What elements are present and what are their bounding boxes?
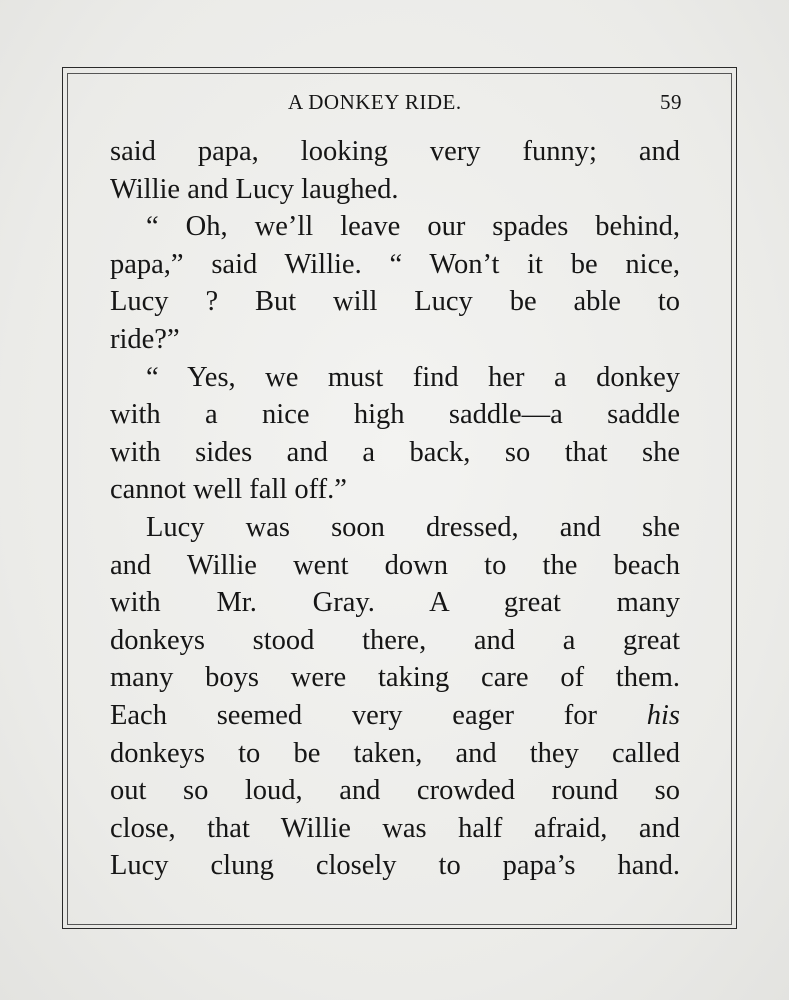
chapter-title: A DONKEY RIDE. — [288, 90, 462, 114]
text-line: ride?” — [110, 323, 180, 355]
text-line: out so loud, and crowded round so — [110, 775, 680, 807]
text-line: with sides and a back, so that she — [110, 436, 680, 468]
italic-word: his — [646, 699, 680, 731]
text-line: with a nice high saddle—a saddle — [110, 399, 680, 431]
text-line: “ Oh, we’ll leave our spades behind, — [146, 211, 680, 243]
text-line — [110, 697, 680, 735]
text-line: and Willie went down to the beach — [110, 549, 680, 581]
text-line: donkeys to be taken, and they called — [110, 737, 680, 769]
text-line: many boys were taking care of them. — [110, 662, 680, 694]
body-text — [110, 133, 680, 885]
page-number: 59 — [660, 90, 682, 114]
text-line: papa,” said Willie. “ Won’t it be nice, — [110, 248, 680, 280]
text-line: donkeys stood there, and a great — [110, 624, 680, 656]
text-line: Lucy clung closely to papa’s hand. — [110, 850, 680, 882]
text-line: Lucy was soon dressed, and she — [146, 511, 680, 543]
text-segment: Each seemed very eager for — [110, 699, 597, 731]
text-line: cannot well fall off.” — [110, 474, 347, 506]
text-line: said papa, looking very funny; and — [110, 136, 680, 167]
text-line: Lucy ? But will Lucy be able to — [110, 286, 680, 318]
text-line: “ Yes, we must find her a donkey — [146, 361, 680, 393]
running-header — [110, 90, 682, 120]
text-line: with Mr. Gray. A great many — [110, 587, 680, 619]
text-line: close, that Willie was half afraid, and — [110, 812, 680, 844]
text-line: Willie and Lucy laughed. — [110, 173, 399, 205]
